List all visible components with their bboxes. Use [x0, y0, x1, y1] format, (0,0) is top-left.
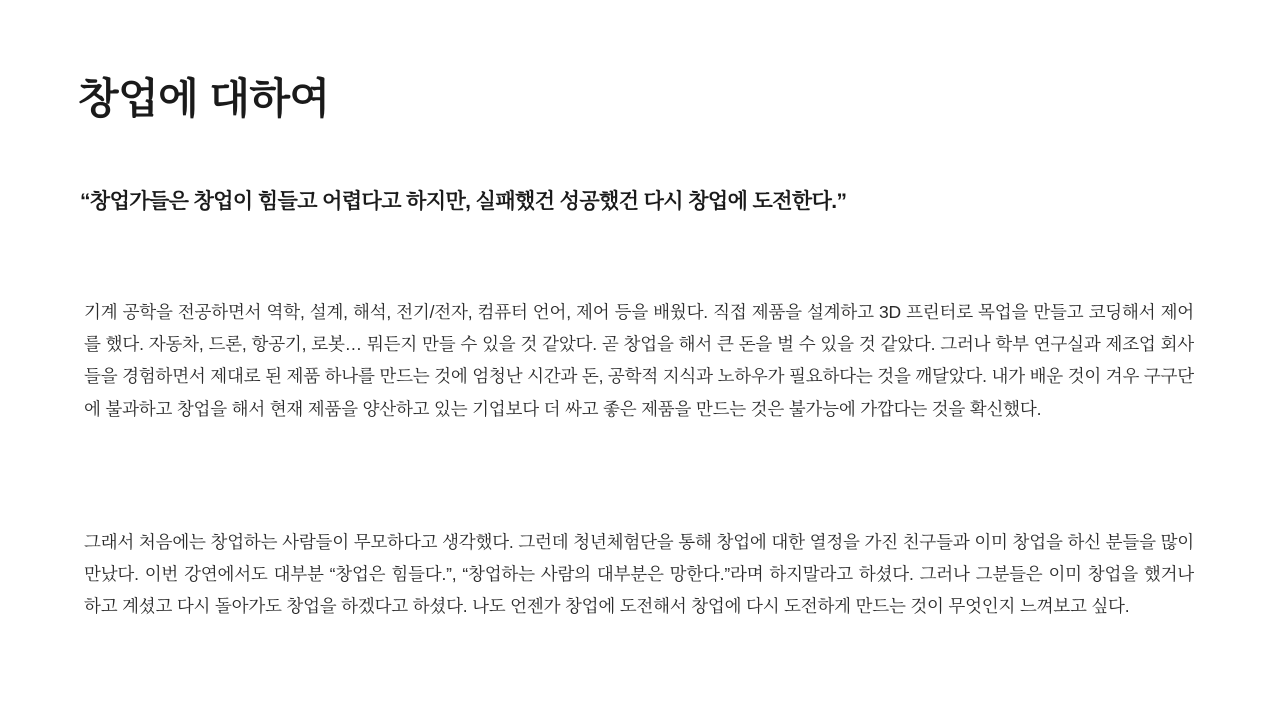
pull-quote: “창업가들은 창업이 힘들고 어렵다고 하지만, 실패했건 성공했건 다시 창업에 도전한다.”	[80, 190, 847, 213]
body-paragraph-2: 그래서 처음에는 창업하는 사람들이 무모하다고 생각했다. 그런데 청년체험단을 통해 창업에 대한 열정을 가진 친구들과 이미 창업을 하신 분들을 많이 만났다. 이번 강연에서도 대부분 “창업은 힘들다.”, “창업하는 사람의 대부분은 망한다.”라며 하지말라고 하셨다. 그러나 그분들은 이미 창업을 했거나 하고 계셨고 다시 돌아가도 창업을 하겠다고 하셨다. 나도 언젠가 창업에 도전해서 창업에 다시 도전하게 만드는 것이 무엇인지 느껴보고 싶다.	[84, 531, 1194, 617]
page-title: 창업에 대하여	[78, 75, 330, 123]
body-paragraph-1: 기계 공학을 전공하면서 역학, 설계, 해석, 전기/전자, 컴퓨터 언어, 제어 등을 배웠다. 직접 제품을 설계하고 3D 프린터로 목업을 만들고 코딩해서 제어를 했다. 자동차, 드론, 항공기, 로봇… 뭐든지 만들 수 있을 것 같았다. 곧 창업을 해서 큰 돈을 벌 수 있을 것 같았다. 그러나 학부 연구실과 제조업 회사들을 경험하면서 제대로 된 제품 하나를 만드는 것에 엄청난 시간과 돈, 공학적 지식과 노하우가 필요하다는 것을 깨달았다. 내가 배운 것이 겨우 구구단에 불과하고 창업을 해서 현재 제품을 양산하고 있는 기업보다 더 싸고 좋은 제품을 만드는 것은 불가능에 가깝다는 것을 확신했다.	[84, 301, 1194, 419]
